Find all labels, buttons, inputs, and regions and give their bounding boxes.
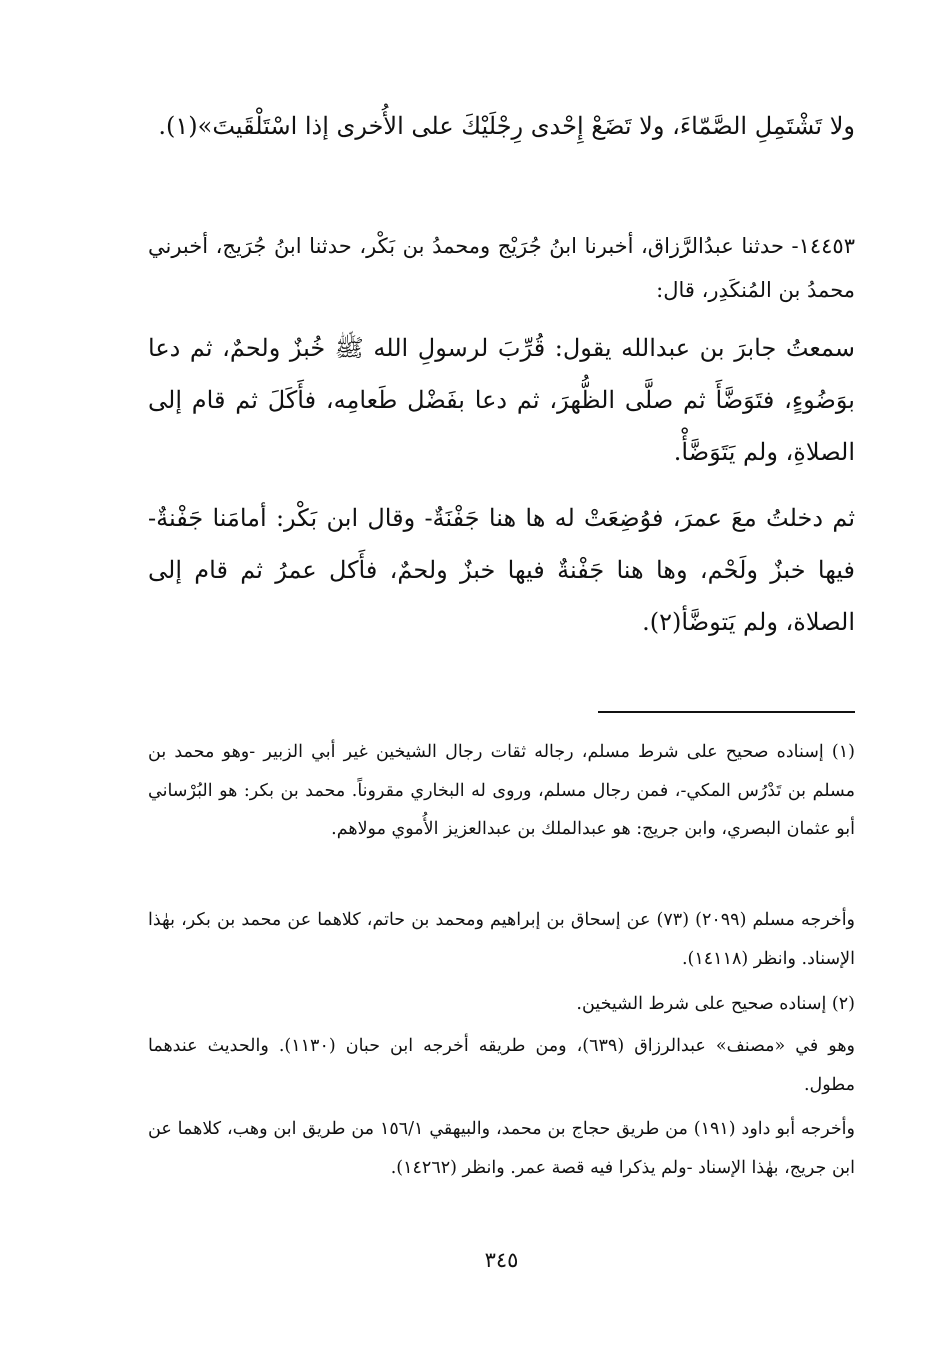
page-number: ٣٤٥ bbox=[484, 1248, 519, 1272]
hadith-text-paragraph-1: سمعتُ جابرَ بن عبدالله يقول: قُرِّبَ لرسولِ الله ﷺ خُبزٌ ولحمٌ، ثم دعا بوَضُوءٍ، فتَوَضَّأَ ثم صلَّى الظُّهرَ، ثم دعا بفَضْل طَعامِه، فأَكَلَ ثم قام إلى الصلاةِ، ولم يَتَوَضَّأْ. bbox=[148, 334, 855, 466]
document-page bbox=[148, 0, 855, 1357]
footnote-separator bbox=[598, 711, 855, 713]
continuation-paragraph: ولا تَشْتَمِلِ الصَّمّاءَ، ولا تَضَعْ إِحْدى رِجْلَيْكَ على الأُخرى إذا اسْتَلْقَيتَ»(١). bbox=[158, 112, 855, 140]
footnote-2-paragraph-3: وأخرجه أبو داود (١٩١) من طريق حجاج بن محمد، والبيهقي ١٥٦/١ من طريق ابن وهب، كلاهما عن ابن جريج، بهٰذا الإسناد -ولم يذكرا فيه قصة عمر. وانظر (١٤٢٦٢). bbox=[148, 1119, 855, 1178]
hadith-text-paragraph-2: ثم دخلتُ معَ عمرَ، فوُضِعَتْ له ها هنا جَفْنَةٌ- وقال ابن بَكْر: أمامَنا جَفْنةٌ- فيها خبزٌ ولَحْم، وها هنا جَفْنةٌ فيها خبزٌ ولحمٌ، فأَكل عمرُ ثم قام إلى الصلاة، ولم يَتوضَّأ(٢). bbox=[148, 504, 855, 636]
footnote-1-paragraph-2: وأخرجه مسلم (٢٠٩٩) (٧٣) عن إسحاق بن إبراهيم ومحمد بن حاتم، كلاهما عن محمد بن بكر، بهٰذا الإسناد. وانظر (١٤١١٨). bbox=[148, 910, 856, 969]
footnote-2-paragraph-1: (٢) إسناده صحيح على شرط الشيخين. bbox=[576, 994, 855, 1014]
footnote-1-paragraph-1: (١) إسناده صحيح على شرط مسلم، رجاله ثقات رجال الشيخين غير أبي الزبير -وهو محمد بن مسلم بن تَدْرُس المكي-، فمن رجال مسلم، وروى له البخاري مقروناً. محمد بن بكر: هو البُرْساني أبو عثمان البصري، وابن جريج: هو عبدالملك بن عبدالعزيز الأُموي مولاهم. bbox=[148, 742, 855, 839]
footnote-2-paragraph-2: وهو في «مصنف» عبدالرزاق (٦٣٩)، ومن طريقه أخرجه ابن حبان (١١٣٠). والحديث عندهما مطول. bbox=[148, 1036, 855, 1095]
hadith-chain-paragraph: ١٤٤٥٣- حدثنا عبدُالرَّزاق، أخبرنا ابنُ جُرَيْج ومحمدُ بن بَكْر، حدثنا ابنُ جُرَيج، أخبرني محمدُ بن المُنكَدِر، قال: bbox=[148, 234, 855, 302]
